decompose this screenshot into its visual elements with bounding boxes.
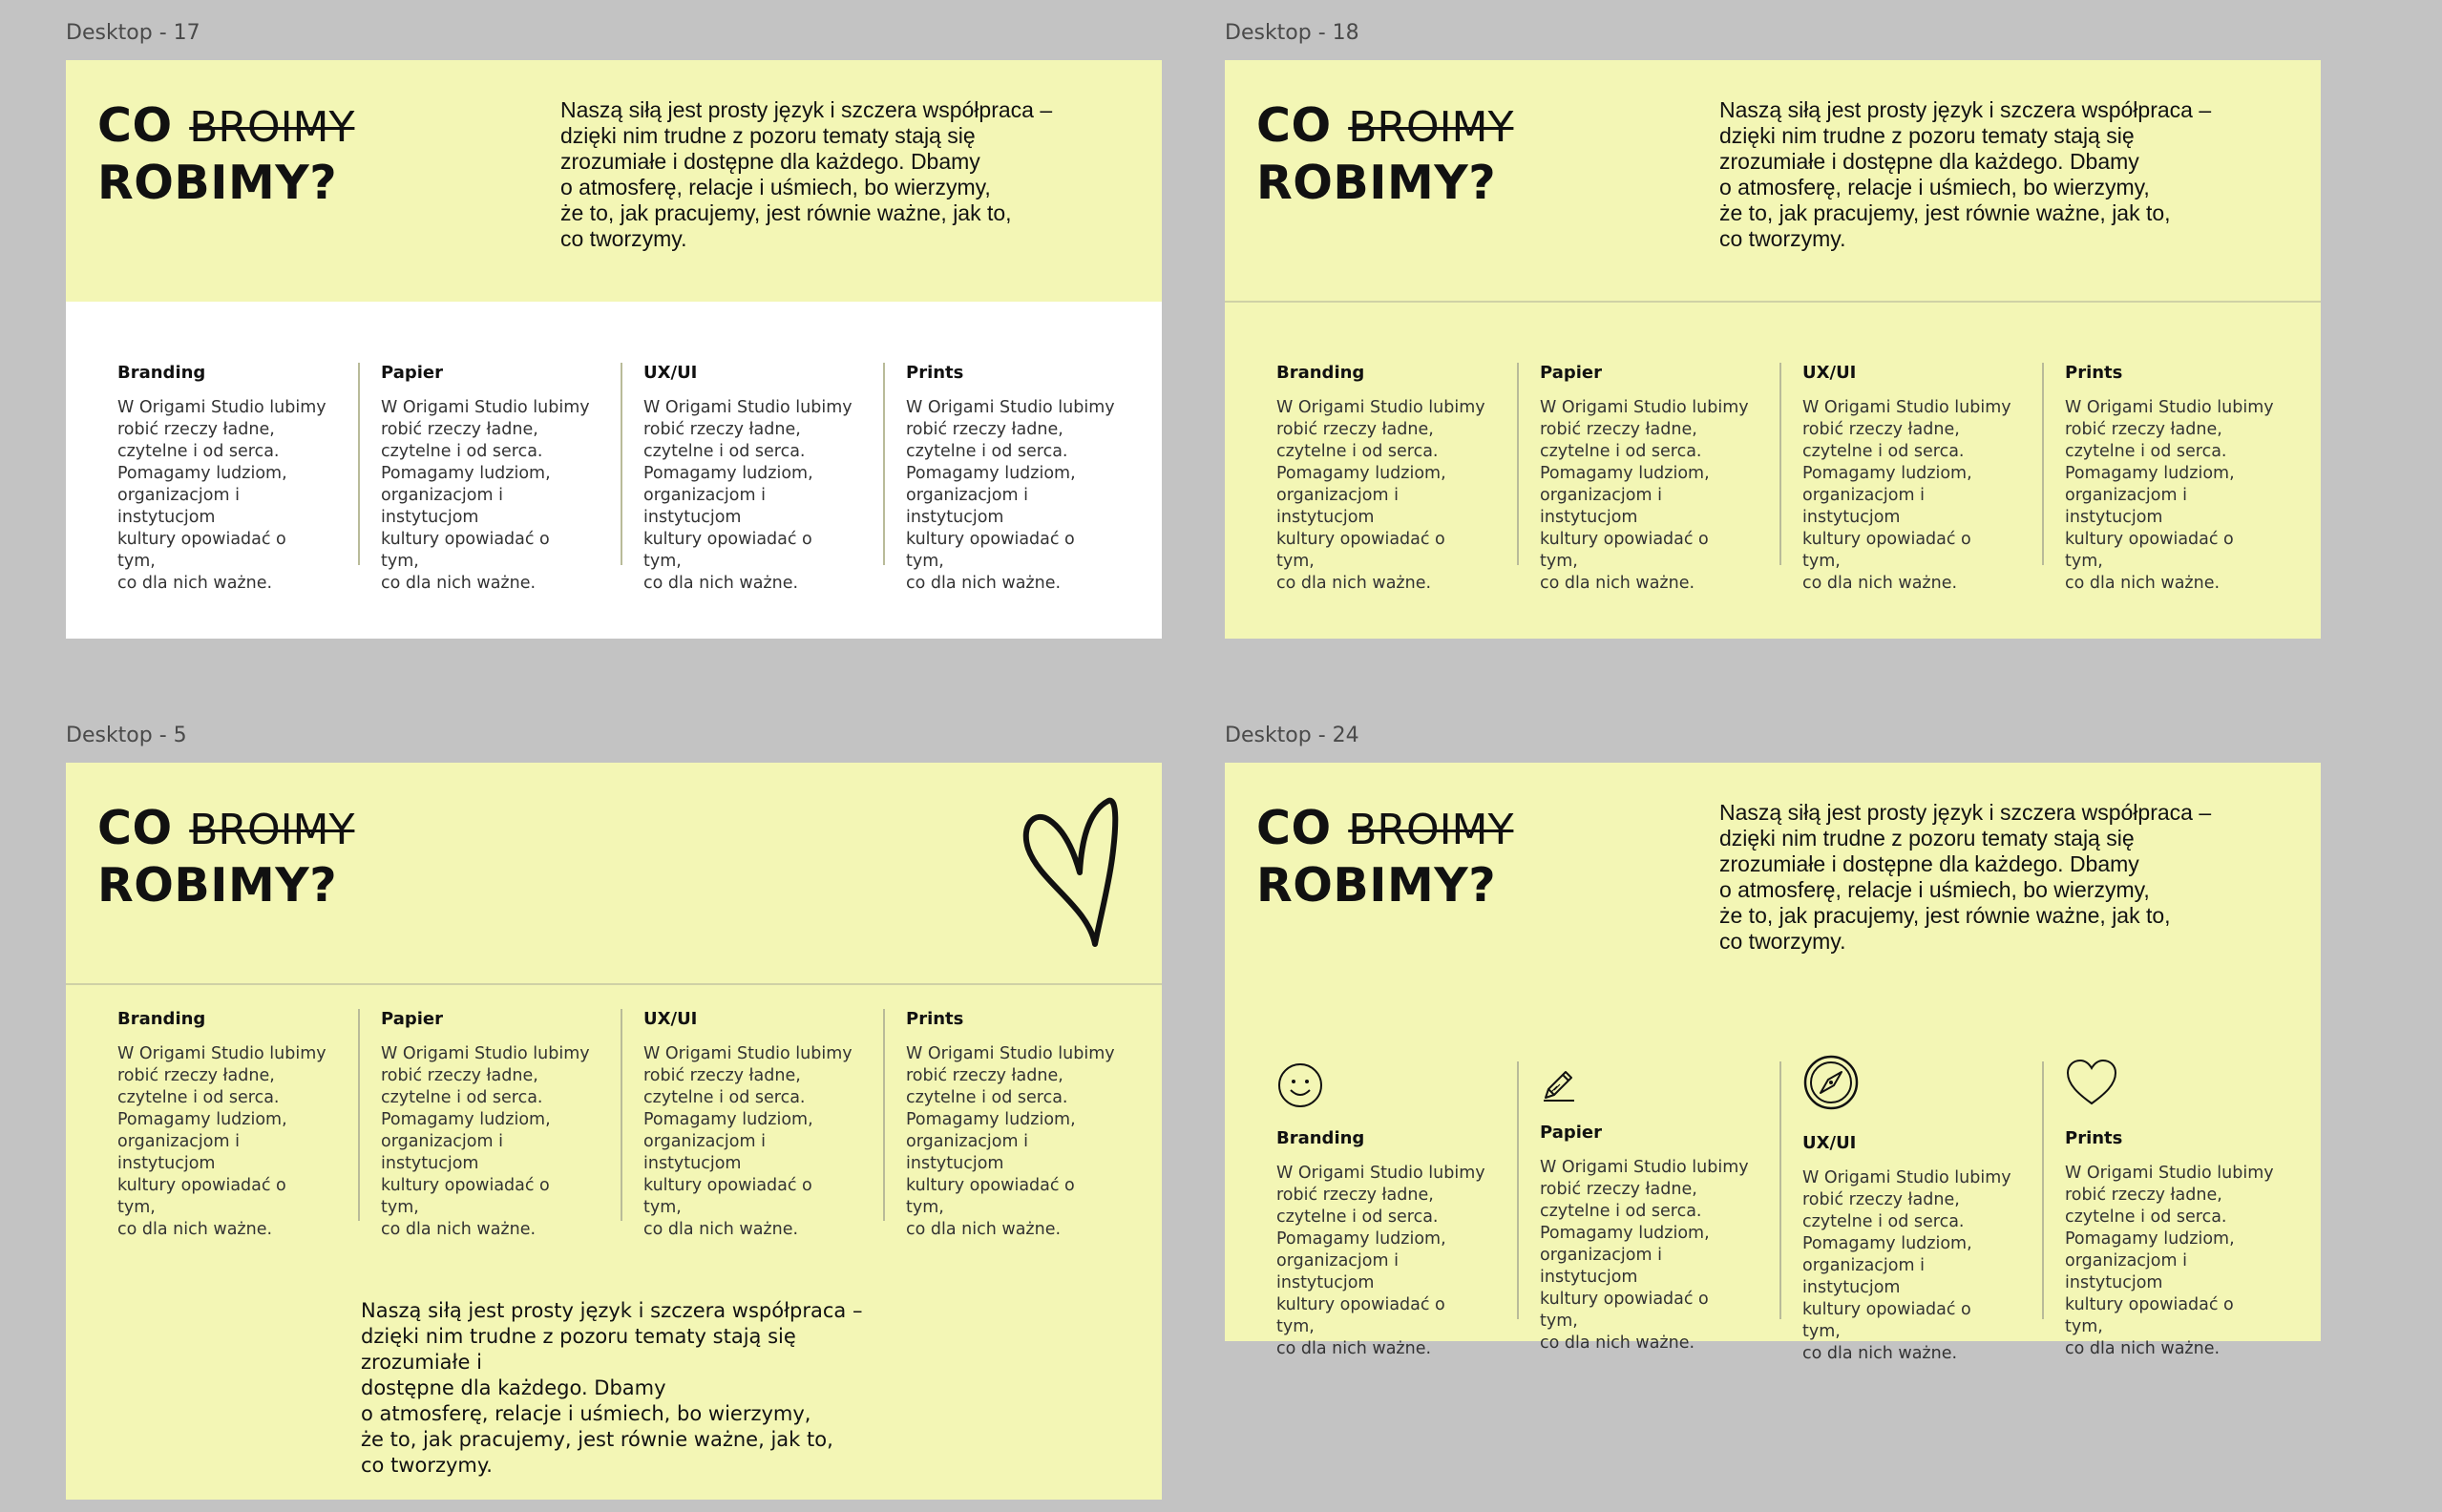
text-line: czytelne i od serca. bbox=[906, 1088, 1068, 1107]
text-line: organizacjom i instytucjom bbox=[643, 1132, 766, 1173]
text-line: czytelne i od serca. bbox=[643, 442, 806, 461]
text-line: czytelne i od serca. bbox=[2065, 442, 2227, 461]
text-line: kultury opowiadać o tym, bbox=[1540, 530, 1709, 571]
service-title: Prints bbox=[2065, 363, 2123, 383]
text-line: W Origami Studio lubimy bbox=[1540, 398, 1749, 417]
text-line: Pomagamy ludziom, bbox=[643, 1110, 813, 1129]
text-line: W Origami Studio lubimy bbox=[1276, 398, 1485, 417]
intro-line: zrozumiałe i dostępne dla każdego. Dbamy bbox=[560, 149, 980, 174]
service-column-papier bbox=[358, 363, 594, 593]
intro-line: że to, jak pracujemy, jest równie ważne, jak to, bbox=[361, 1428, 833, 1451]
text-line: Pomagamy ludziom, bbox=[906, 464, 1076, 483]
service-column-uxui bbox=[1779, 363, 2015, 593]
service-description bbox=[117, 1043, 327, 1241]
text-line: robić rzeczy ładne, bbox=[1540, 1180, 1697, 1199]
text-line: W Origami Studio lubimy bbox=[643, 1044, 853, 1063]
smiley-icon bbox=[1276, 1061, 1324, 1109]
intro-text bbox=[1719, 800, 2292, 955]
service-title: Branding bbox=[117, 1009, 206, 1029]
service-column-prints bbox=[883, 1009, 1119, 1239]
text-line: czytelne i od serca. bbox=[1540, 442, 1702, 461]
text-line: robić rzeczy ładne, bbox=[643, 420, 801, 439]
text-line: Pomagamy ludziom, bbox=[1540, 1224, 1710, 1243]
frame-label-desktop-17[interactable]: Desktop - 17 bbox=[66, 21, 200, 45]
service-title: Papier bbox=[381, 1009, 443, 1029]
text-line: Pomagamy ludziom, bbox=[1802, 464, 1972, 483]
service-column-prints bbox=[2042, 363, 2278, 593]
service-description bbox=[1276, 1163, 1486, 1360]
text-line: robić rzeczy ładne, bbox=[117, 420, 275, 439]
text-line: W Origami Studio lubimy bbox=[117, 1044, 326, 1063]
text-line: czytelne i od serca. bbox=[2065, 1208, 2227, 1227]
service-title: UX/UI bbox=[643, 363, 698, 383]
text-line: co dla nich ważne. bbox=[1802, 1344, 1958, 1363]
headline-co: CO bbox=[1256, 98, 1332, 153]
headline-co: CO bbox=[1256, 801, 1332, 855]
headline-co: CO bbox=[97, 801, 173, 855]
service-column-uxui bbox=[1779, 1061, 2015, 1363]
text-line: czytelne i od serca. bbox=[1276, 442, 1439, 461]
intro-line: dzięki nim trudne z pozoru tematy stają się bbox=[560, 123, 976, 148]
intro-line: dostępne dla każdego. Dbamy bbox=[361, 1376, 666, 1399]
text-line: robić rzeczy ładne, bbox=[1276, 1186, 1434, 1205]
pencil-icon bbox=[1540, 1065, 1578, 1103]
service-title: Prints bbox=[906, 363, 964, 383]
text-line: robić rzeczy ładne, bbox=[1802, 1190, 1960, 1209]
service-title: Prints bbox=[906, 1009, 964, 1029]
service-column-branding bbox=[96, 1009, 330, 1239]
text-line: co dla nich ważne. bbox=[1276, 574, 1432, 593]
frame-label-desktop-24[interactable]: Desktop - 24 bbox=[1225, 724, 1359, 747]
text-line: kultury opowiadać o tym, bbox=[1276, 530, 1445, 571]
service-column-papier bbox=[1517, 363, 1753, 593]
section-divider bbox=[66, 983, 1162, 985]
service-title: UX/UI bbox=[643, 1009, 698, 1029]
text-line: Pomagamy ludziom, bbox=[1276, 464, 1446, 483]
text-line: kultury opowiadać o tym, bbox=[643, 1176, 812, 1217]
service-title: Branding bbox=[1276, 363, 1365, 383]
intro-text bbox=[560, 97, 1133, 252]
intro-line: o atmosferę, relacje i uśmiech, bo wierzymy, bbox=[1719, 877, 2150, 902]
text-line: Pomagamy ludziom, bbox=[906, 1110, 1076, 1129]
heart-icon bbox=[2065, 1058, 2118, 1107]
text-line: organizacjom i instytucjom bbox=[117, 486, 240, 527]
intro-line: dzięki nim trudne z pozoru tematy stają się zrozumiałe i bbox=[361, 1325, 796, 1374]
text-line: co dla nich ważne. bbox=[1276, 1339, 1432, 1358]
service-title: Papier bbox=[1540, 363, 1602, 383]
text-line: robić rzeczy ładne, bbox=[381, 420, 538, 439]
service-description bbox=[906, 397, 1116, 595]
text-line: co dla nich ważne. bbox=[2065, 1339, 2221, 1358]
text-line: kultury opowiadać o tym, bbox=[1276, 1295, 1445, 1336]
intro-line: o atmosferę, relacje i uśmiech, bo wierzymy, bbox=[1719, 175, 2150, 200]
service-description bbox=[2065, 397, 2275, 595]
text-line: W Origami Studio lubimy bbox=[906, 1044, 1115, 1063]
text-line: czytelne i od serca. bbox=[117, 442, 280, 461]
text-line: co dla nich ważne. bbox=[643, 574, 799, 593]
headline-robimy: ROBIMY? bbox=[1256, 156, 1497, 210]
text-line: czytelne i od serca. bbox=[1276, 1208, 1439, 1227]
frame-desktop-24[interactable] bbox=[1225, 763, 2321, 1363]
text-line: Pomagamy ludziom, bbox=[643, 464, 813, 483]
service-column-papier bbox=[358, 1009, 594, 1239]
service-title: Branding bbox=[117, 363, 206, 383]
service-description bbox=[1540, 397, 1750, 595]
text-line: co dla nich ważne. bbox=[117, 1220, 273, 1239]
headline-strikethrough: BROIMY bbox=[189, 806, 355, 854]
text-line: robić rzeczy ładne, bbox=[1802, 420, 1960, 439]
frame-label-desktop-5[interactable]: Desktop - 5 bbox=[66, 724, 187, 747]
page-headline bbox=[1256, 801, 1513, 914]
service-title: Papier bbox=[1540, 1123, 1602, 1143]
text-line: kultury opowiadać o tym, bbox=[381, 1176, 550, 1217]
text-line: organizacjom i instytucjom bbox=[1802, 1256, 1925, 1297]
text-line: kultury opowiadać o tym, bbox=[1540, 1290, 1709, 1331]
intro-line: dzięki nim trudne z pozoru tematy stają się bbox=[1719, 826, 2135, 850]
service-column-uxui bbox=[621, 363, 856, 593]
text-line: robić rzeczy ładne, bbox=[117, 1066, 275, 1085]
page-headline bbox=[1256, 98, 1513, 211]
intro-line: co tworzymy. bbox=[560, 226, 687, 251]
text-line: organizacjom i instytucjom bbox=[906, 486, 1028, 527]
service-description bbox=[1276, 397, 1486, 595]
service-description bbox=[381, 397, 591, 595]
text-line: co dla nich ważne. bbox=[381, 574, 537, 593]
text-line: kultury opowiadać o tym, bbox=[1802, 1300, 1971, 1341]
text-line: czytelne i od serca. bbox=[1802, 442, 1965, 461]
intro-line: dzięki nim trudne z pozoru tematy stają się bbox=[1719, 123, 2135, 148]
service-column-prints bbox=[883, 363, 1119, 593]
frame-label-desktop-18[interactable]: Desktop - 18 bbox=[1225, 21, 1359, 45]
service-column-branding bbox=[96, 363, 330, 593]
section-divider bbox=[1225, 301, 2321, 303]
text-line: czytelne i od serca. bbox=[381, 1088, 543, 1107]
text-line: W Origami Studio lubimy bbox=[1276, 1164, 1485, 1183]
text-line: Pomagamy ludziom, bbox=[117, 1110, 287, 1129]
text-line: W Origami Studio lubimy bbox=[117, 398, 326, 417]
intro-line: Naszą siłą jest prosty język i szczera współpraca – bbox=[1719, 97, 2212, 122]
text-line: co dla nich ważne. bbox=[1540, 1334, 1695, 1353]
text-line: robić rzeczy ładne, bbox=[1540, 420, 1697, 439]
service-column-branding bbox=[1255, 363, 1489, 593]
intro-line: zrozumiałe i dostępne dla każdego. Dbamy bbox=[1719, 149, 2139, 174]
text-line: robić rzeczy ładne, bbox=[2065, 420, 2222, 439]
service-column-branding bbox=[1255, 1061, 1489, 1358]
page-headline bbox=[97, 98, 354, 211]
text-line: robić rzeczy ładne, bbox=[643, 1066, 801, 1085]
service-description bbox=[381, 1043, 591, 1241]
text-line: co dla nich ważne. bbox=[643, 1220, 799, 1239]
text-line: co dla nich ważne. bbox=[906, 574, 1062, 593]
text-line: organizacjom i instytucjom bbox=[381, 486, 503, 527]
text-line: organizacjom i instytucjom bbox=[906, 1132, 1028, 1173]
frame-desktop-17[interactable] bbox=[66, 60, 1162, 639]
text-line: W Origami Studio lubimy bbox=[381, 398, 590, 417]
headline-strikethrough: BROIMY bbox=[1348, 806, 1514, 854]
text-line: co dla nich ważne. bbox=[2065, 574, 2221, 593]
service-description bbox=[643, 1043, 853, 1241]
text-line: robić rzeczy ładne, bbox=[2065, 1186, 2222, 1205]
text-line: kultury opowiadać o tym, bbox=[906, 1176, 1075, 1217]
service-description bbox=[1802, 397, 2012, 595]
intro-line: Naszą siłą jest prosty język i szczera współpraca – bbox=[361, 1299, 863, 1322]
frame-desktop-5[interactable] bbox=[66, 763, 1162, 1500]
text-line: organizacjom i instytucjom bbox=[2065, 1251, 2187, 1292]
text-line: kultury opowiadać o tym, bbox=[2065, 530, 2234, 571]
intro-line: co tworzymy. bbox=[361, 1454, 493, 1477]
text-line: W Origami Studio lubimy bbox=[906, 398, 1115, 417]
text-line: robić rzeczy ładne, bbox=[906, 420, 1063, 439]
text-line: kultury opowiadać o tym, bbox=[906, 530, 1075, 571]
text-line: czytelne i od serca. bbox=[117, 1088, 280, 1107]
service-description bbox=[2065, 1163, 2275, 1360]
headline-strikethrough: BROIMY bbox=[189, 103, 355, 152]
compass-icon bbox=[1802, 1054, 1860, 1111]
service-description bbox=[1540, 1157, 1750, 1354]
text-line: kultury opowiadać o tym, bbox=[117, 530, 286, 571]
text-line: czytelne i od serca. bbox=[1802, 1212, 1965, 1231]
text-line: co dla nich ważne. bbox=[1802, 574, 1958, 593]
text-line: W Origami Studio lubimy bbox=[2065, 1164, 2274, 1183]
text-line: W Origami Studio lubimy bbox=[643, 398, 853, 417]
text-line: Pomagamy ludziom, bbox=[2065, 464, 2235, 483]
text-line: organizacjom i instytucjom bbox=[1276, 486, 1399, 527]
text-line: kultury opowiadać o tym, bbox=[117, 1176, 286, 1217]
text-line: robić rzeczy ładne, bbox=[1276, 420, 1434, 439]
bottom-intro-text bbox=[361, 1298, 895, 1479]
text-line: W Origami Studio lubimy bbox=[381, 1044, 590, 1063]
text-line: W Origami Studio lubimy bbox=[1802, 398, 2011, 417]
frame-desktop-18[interactable] bbox=[1225, 60, 2321, 639]
text-line: Pomagamy ludziom, bbox=[381, 464, 551, 483]
text-line: co dla nich ważne. bbox=[117, 574, 273, 593]
text-line: organizacjom i instytucjom bbox=[1540, 1246, 1662, 1287]
intro-line: że to, jak pracujemy, jest równie ważne, jak to, bbox=[1719, 903, 2171, 928]
text-line: czytelne i od serca. bbox=[643, 1088, 806, 1107]
service-column-papier bbox=[1517, 1061, 1753, 1353]
text-line: robić rzeczy ładne, bbox=[381, 1066, 538, 1085]
text-line: czytelne i od serca. bbox=[381, 442, 543, 461]
text-line: Pomagamy ludziom, bbox=[1802, 1234, 1972, 1253]
text-line: kultury opowiadać o tym, bbox=[2065, 1295, 2234, 1336]
text-line: organizacjom i instytucjom bbox=[1802, 486, 1925, 527]
service-description bbox=[117, 397, 327, 595]
text-line: Pomagamy ludziom, bbox=[381, 1110, 551, 1129]
text-line: organizacjom i instytucjom bbox=[2065, 486, 2187, 527]
text-line: czytelne i od serca. bbox=[906, 442, 1068, 461]
text-line: organizacjom i instytucjom bbox=[1276, 1251, 1399, 1292]
headline-robimy: ROBIMY? bbox=[1256, 858, 1497, 913]
headline-robimy: ROBIMY? bbox=[97, 858, 338, 913]
text-line: organizacjom i instytucjom bbox=[1540, 486, 1662, 527]
service-column-prints bbox=[2042, 1061, 2278, 1358]
text-line: robić rzeczy ładne, bbox=[906, 1066, 1063, 1085]
text-line: co dla nich ważne. bbox=[906, 1220, 1062, 1239]
service-title: Prints bbox=[2065, 1128, 2123, 1148]
heart-doodle-icon bbox=[1021, 791, 1126, 949]
text-line: kultury opowiadać o tym, bbox=[1802, 530, 1971, 571]
service-title: UX/UI bbox=[1802, 1133, 1857, 1153]
text-line: organizacjom i instytucjom bbox=[381, 1132, 503, 1173]
text-line: W Origami Studio lubimy bbox=[2065, 398, 2274, 417]
headline-co: CO bbox=[97, 98, 173, 153]
text-line: czytelne i od serca. bbox=[1540, 1202, 1702, 1221]
service-title: Papier bbox=[381, 363, 443, 383]
intro-line: co tworzymy. bbox=[1719, 226, 1846, 251]
text-line: W Origami Studio lubimy bbox=[1802, 1168, 2011, 1187]
service-title: UX/UI bbox=[1802, 363, 1857, 383]
page-headline bbox=[97, 801, 354, 914]
intro-line: że to, jak pracujemy, jest równie ważne, jak to, bbox=[560, 200, 1012, 225]
text-line: organizacjom i instytucjom bbox=[643, 486, 766, 527]
intro-line: Naszą siłą jest prosty język i szczera współpraca – bbox=[560, 97, 1053, 122]
intro-line: co tworzymy. bbox=[1719, 929, 1846, 954]
headline-strikethrough: BROIMY bbox=[1348, 103, 1514, 152]
text-line: Pomagamy ludziom, bbox=[2065, 1229, 2235, 1249]
text-line: Pomagamy ludziom, bbox=[1276, 1229, 1446, 1249]
text-line: co dla nich ważne. bbox=[381, 1220, 537, 1239]
intro-line: o atmosferę, relacje i uśmiech, bo wierzymy, bbox=[560, 175, 991, 200]
intro-line: o atmosferę, relacje i uśmiech, bo wierzymy, bbox=[361, 1402, 811, 1425]
service-description bbox=[906, 1043, 1116, 1241]
text-line: kultury opowiadać o tym, bbox=[643, 530, 812, 571]
intro-line: Naszą siłą jest prosty język i szczera współpraca – bbox=[1719, 800, 2212, 825]
text-line: Pomagamy ludziom, bbox=[117, 464, 287, 483]
intro-text bbox=[1719, 97, 2292, 252]
text-line: Pomagamy ludziom, bbox=[1540, 464, 1710, 483]
service-column-uxui bbox=[621, 1009, 856, 1239]
headline-robimy: ROBIMY? bbox=[97, 156, 338, 210]
service-description bbox=[1802, 1167, 2012, 1365]
text-line: W Origami Studio lubimy bbox=[1540, 1158, 1749, 1177]
text-line: organizacjom i instytucjom bbox=[117, 1132, 240, 1173]
intro-line: zrozumiałe i dostępne dla każdego. Dbamy bbox=[1719, 851, 2139, 876]
intro-line: że to, jak pracujemy, jest równie ważne, jak to, bbox=[1719, 200, 2171, 225]
text-line: kultury opowiadać o tym, bbox=[381, 530, 550, 571]
text-line: co dla nich ważne. bbox=[1540, 574, 1695, 593]
service-title: Branding bbox=[1276, 1128, 1365, 1148]
service-description bbox=[643, 397, 853, 595]
